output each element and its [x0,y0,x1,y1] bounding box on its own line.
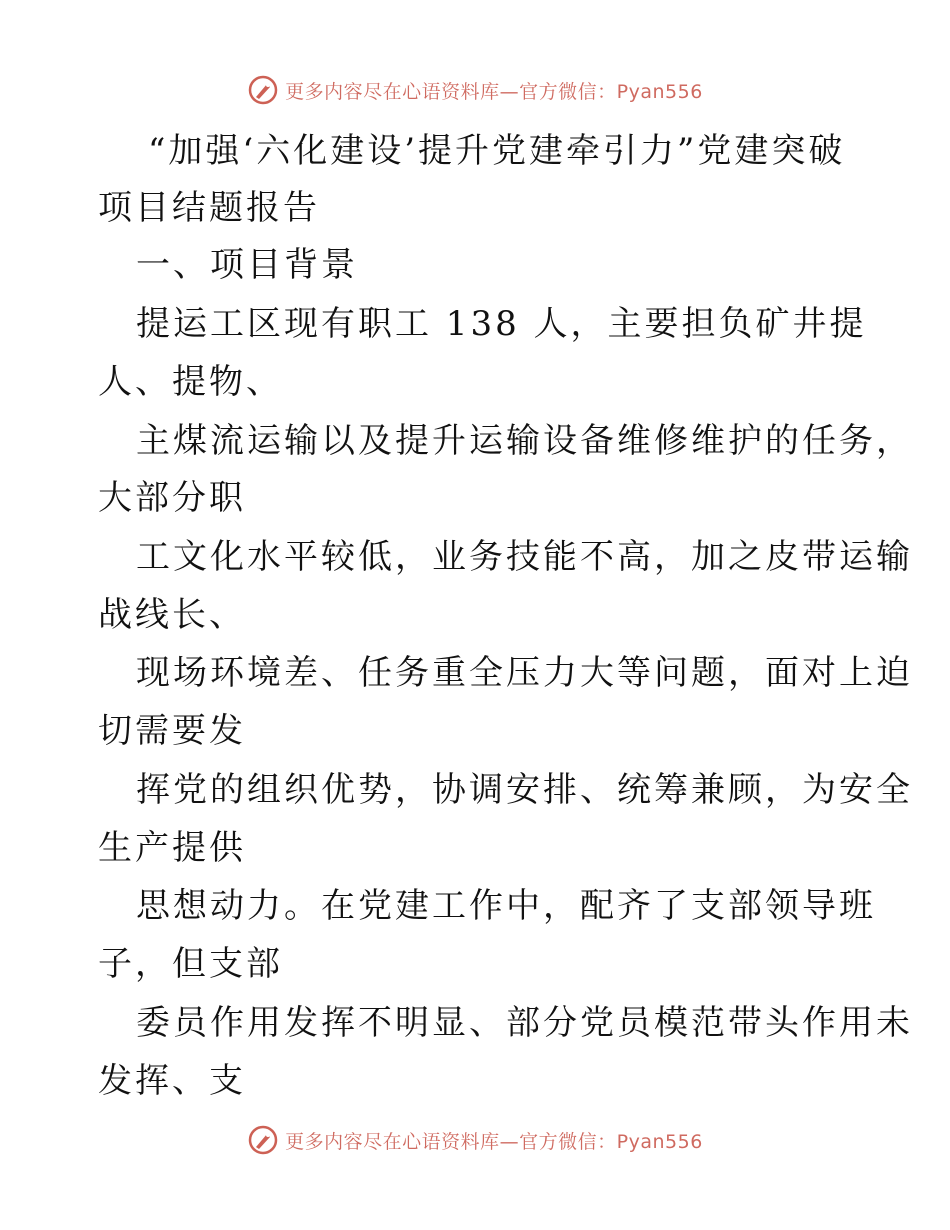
section-heading: 一、项目背景 [136,245,358,285]
paragraph-line: 切需要发 [98,711,246,751]
paragraph-line: 提运工区现有职工 138 人，主要担负矿井提 [136,304,867,344]
paragraph-line: 委员作用发挥不明显、部分党员模范带头作用未 [136,1003,913,1043]
bottom-watermark [0,1120,950,1160]
paragraph-line: 发挥、支 [98,1061,246,1101]
paragraph-line: 子，但支部 [98,944,283,984]
paragraph-line: 人、提物、 [98,362,283,402]
watermark-group [247,1124,703,1156]
paragraph-line: 工文化水平较低，业务技能不高，加之皮带运输 [136,537,913,577]
paragraph-line: 思想动力。在党建工作中，配齐了支部领导班 [136,886,876,926]
pen-nib-logo-icon [247,74,279,106]
pen-nib-logo-icon [247,1124,279,1156]
paragraph-line: 挥党的组织优势，协调安排、统筹兼顾，为安全 [136,770,913,810]
document-title-line-2: 项目结题报告 [98,188,320,228]
top-watermark [0,70,950,110]
paragraph-line: 主煤流运输以及提升运输设备维修维护的任务， [136,421,913,461]
paragraph-line: 战线长、 [98,595,246,635]
paragraph-line: 大部分职 [98,478,246,518]
paragraph-line: 现场环境差、任务重全压力大等问题，面对上迫 [136,653,913,693]
watermark-text: 更多内容尽在心语资料库—官方微信：Pyan556 [285,80,703,103]
watermark-text: 更多内容尽在心语资料库—官方微信：Pyan556 [285,1130,703,1153]
document-title-line-1: “加强‘六化建设’提升党建牵引力”党建突破 [148,131,846,171]
paragraph-line: 生产提供 [98,828,246,868]
watermark-group [247,74,703,106]
